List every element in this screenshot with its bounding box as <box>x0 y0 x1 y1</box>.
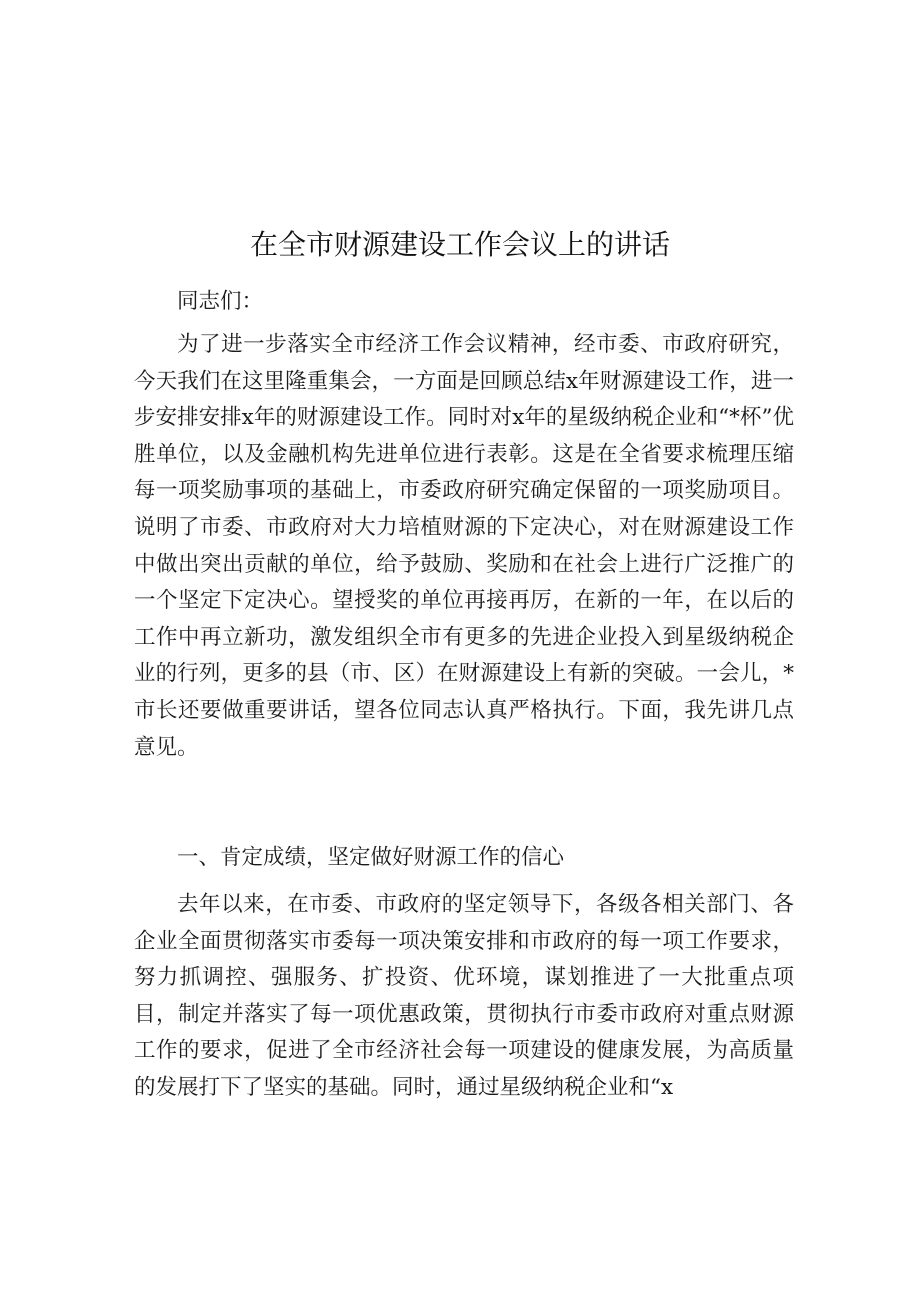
salutation: 同志们： <box>177 289 264 314</box>
paragraph-intro: 为了进一步落实全市经济工作会议精神，经市委、市政府研究，今天我们在这里隆重集会，一方面是回顾总结x年财源建设工作，进一步安排安排x年的财源建设工作。同时对x年的星级纳税企业和“*杯”优胜单位，以及金融机构先进单位进行表彰。这是在全省要求梳理压缩每一项奖励事项的基础上，市委政府研究确定保留的一项奖励项目。说明了市委、市政府对大力培植财源的下定决心，对在财源建设工作中做出突出贡献的单位，给予鼓励、奖励和在社会上进行广泛推广的一个坚定下定决心。望授奖的单位再接再厉，在新的一年，在以后的工作中再立新功，激发组织全市有更多的先进企业投入到星级纳税企业的行列，更多的县（市、区）在财源建设上有新的突破。一会儿，*市长还要做重要讲话，望各位同志认真严格执行。下面，我先讲几点意见。 <box>134 332 794 760</box>
section-heading-1: 一、肯定成绩，坚定做好财源工作的信心 <box>177 845 565 870</box>
paragraph-section-1: 去年以来，在市委、市政府的坚定领导下，各级各相关部门、各企业全面贯彻落实市委每一项决策安排和市政府的每一项工作要求，努力抓调控、强服务、扩投资、优环境，谋划推进了一大批重点项目，制定并落实了每一项优惠政策，贯彻执行市委市政府对重点财源工作的要求，促进了全市经济社会每一项建设的健康发展，为高质量的发展打下了坚实的基础。同时，通过星级纳税企业和“x <box>134 892 794 1100</box>
document-title: 在全市财源建设工作会议上的讲话 <box>249 228 670 261</box>
